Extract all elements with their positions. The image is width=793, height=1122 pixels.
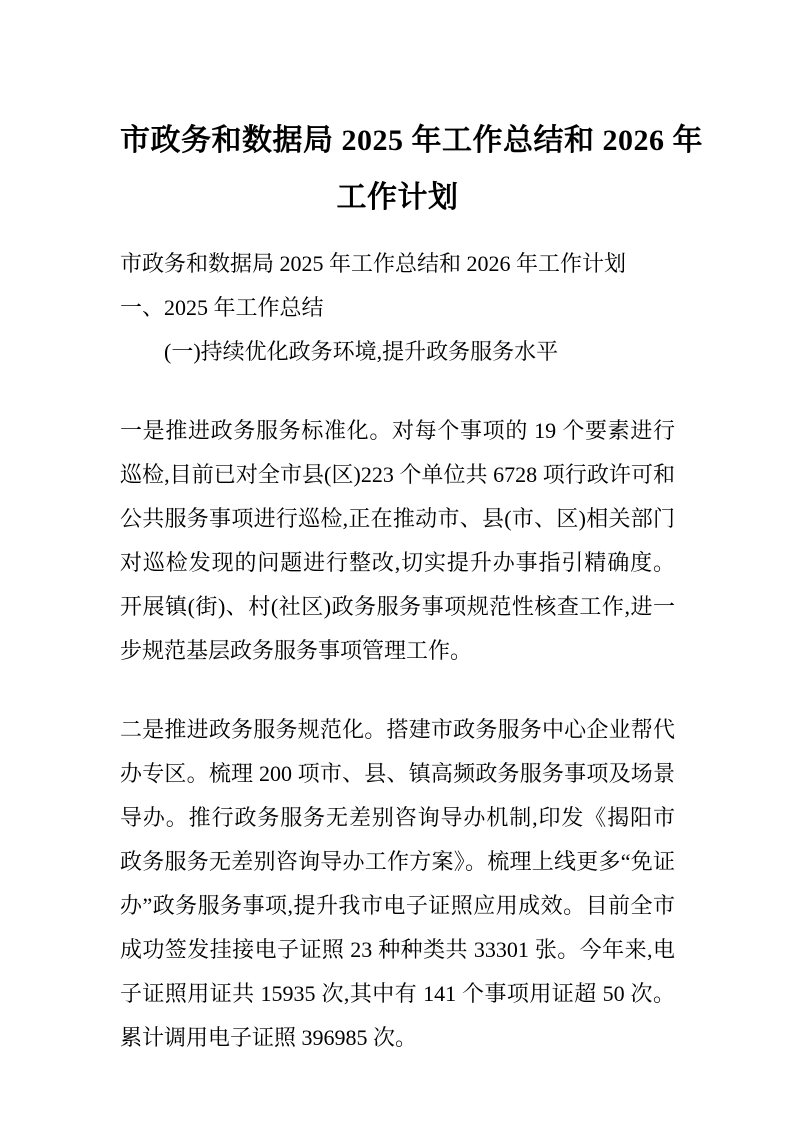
document-title-line-1: 市政务和数据局 2025 年工作总结和 2026 年: [120, 124, 703, 157]
section-heading: 一、2025 年工作总结: [120, 295, 324, 320]
document-title: [120, 112, 703, 226]
document-body: [120, 242, 675, 1060]
body-paragraph-2: 二是推进政务服务规范化。搭建市政务服务中心企业帮代办专区。梳理 200 项市、县、镇高频政务服务事项及场景导办。推行政务服务无差别咨询导办机制,印发《揭阳市政务服务无差别咨询导办工作方案》。梳理上线更多“免证办”政务服务事项,提升我市电子证照应用成效。目前全市成功签发挂接电子证照 23 种种类共 33301 张。今年来,电子证照用证共 15935 次,其中有 141 个事项用证超 50 次。累计调用电子证照 396985 次。: [120, 717, 675, 1050]
subsection-heading: (一)持续优化政务环境,提升政务服务水平: [164, 339, 559, 364]
document-subtitle: 市政务和数据局 2025 年工作总结和 2026 年工作计划: [120, 251, 627, 276]
body-paragraph-1: 一是推进政务服务标准化。对每个事项的 19 个要素进行巡检,目前已对全市县(区)223 个单位共 6728 项行政许可和公共服务事项进行巡检,正在推动市、县(市、区)相关部门对巡检发现的问题进行整改,切实提升办事指引精确度。开展镇(街)、村(社区)政务服务事项规范性核查工作,进一步规范基层政务服务事项管理工作。: [120, 418, 675, 663]
document-title-line-2: 工作计划: [336, 181, 459, 214]
